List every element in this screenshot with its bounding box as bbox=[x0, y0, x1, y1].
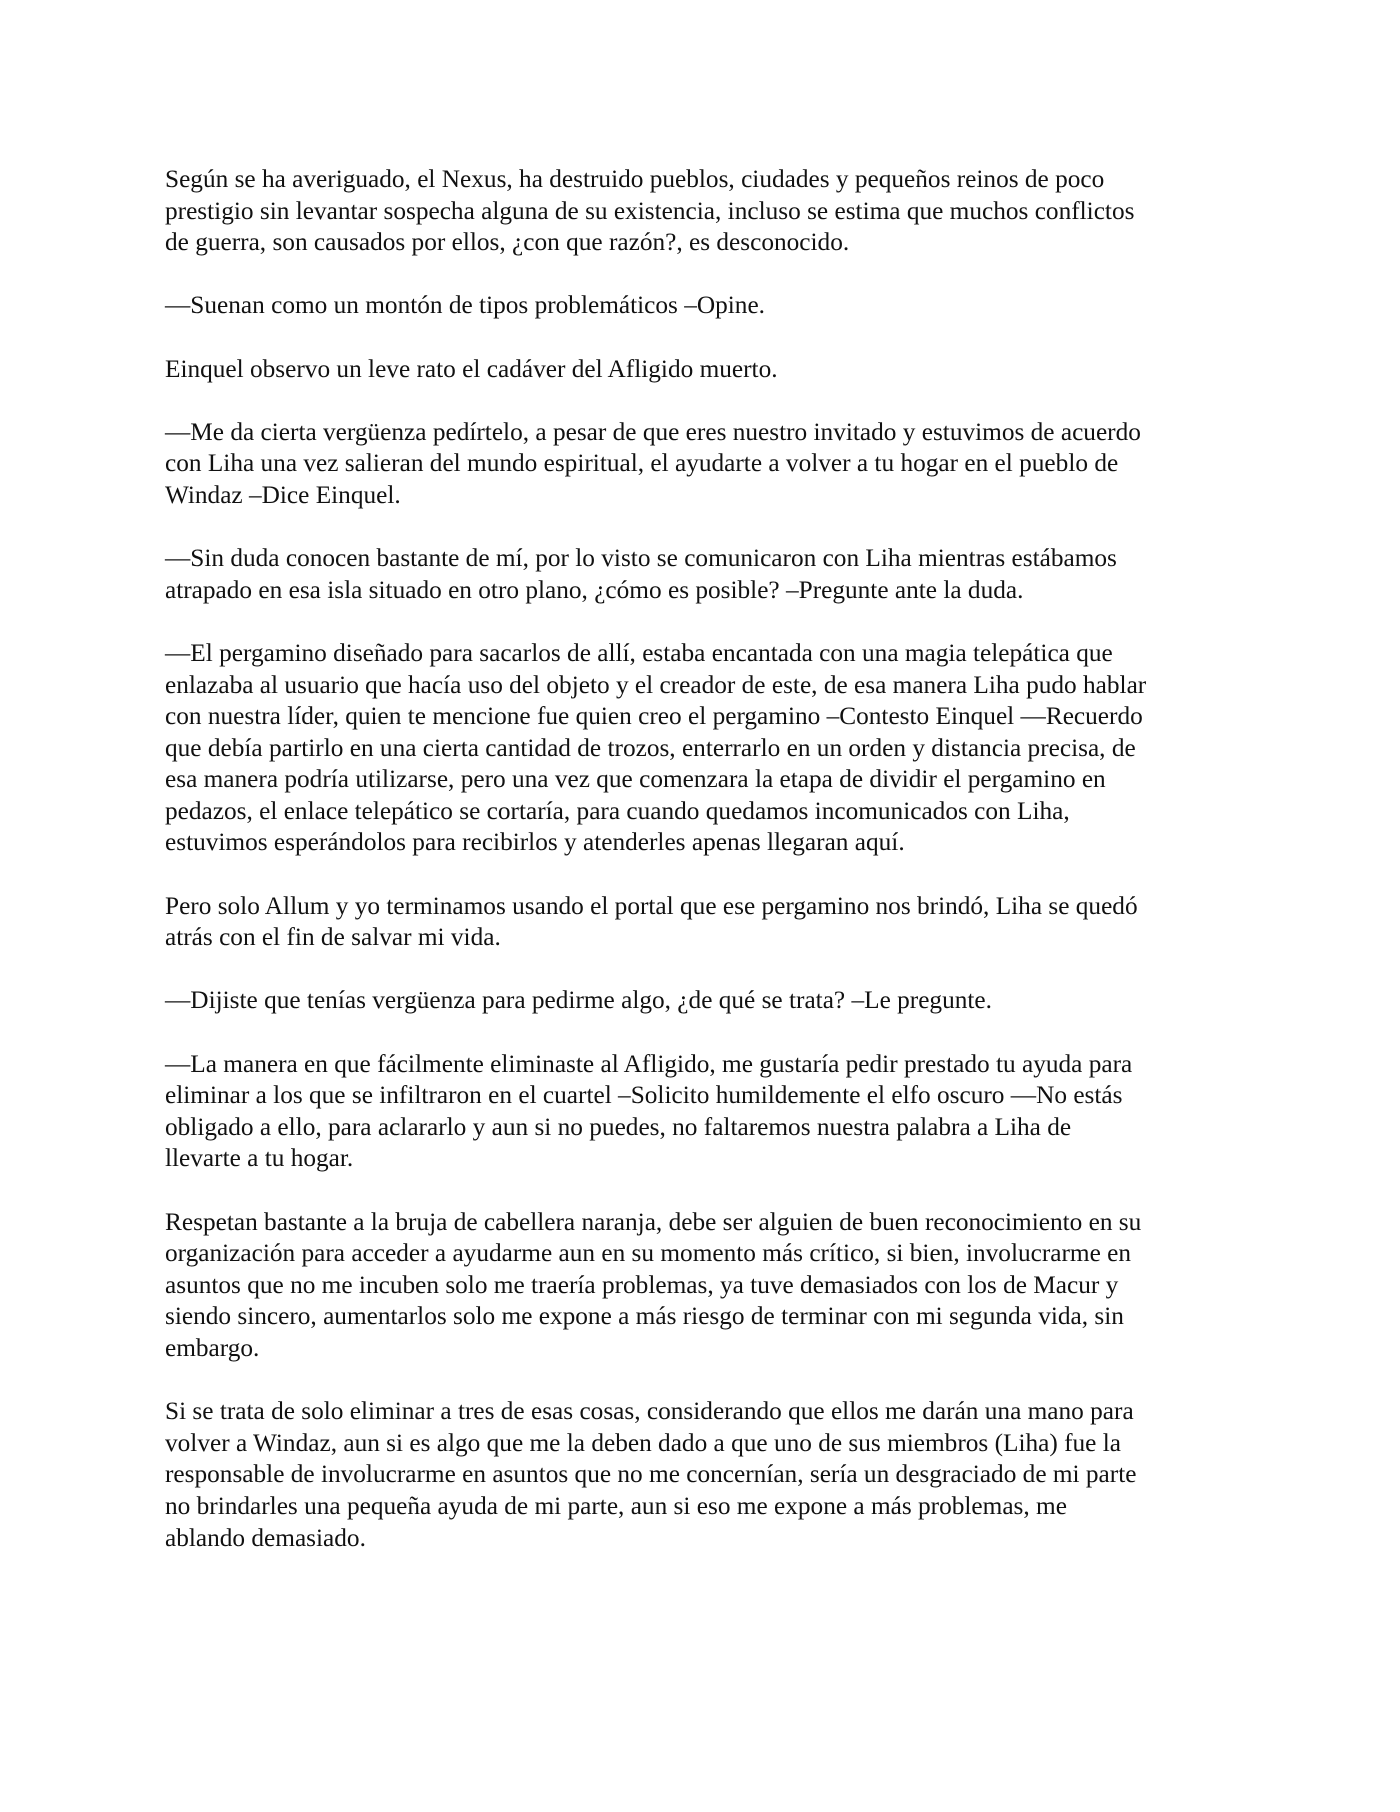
document-page bbox=[165, 164, 1241, 1586]
paragraph bbox=[165, 290, 1241, 322]
text-line: Respetan bastante a la bruja de cabellera naranja, debe ser alguien de buen reconocimiento en su bbox=[165, 1207, 1142, 1236]
text-line: volver a Windaz, aun si es algo que me la deben dado a que uno de sus miembros (Liha) fue la bbox=[165, 1428, 1121, 1457]
paragraph bbox=[165, 985, 1241, 1017]
text-line: llevarte a tu hogar. bbox=[165, 1144, 354, 1173]
text-line: con Liha una vez salieran del mundo espiritual, el ayudarte a volver a tu hogar en el pueblo de bbox=[165, 449, 1119, 478]
paragraph bbox=[165, 891, 1241, 954]
text-line: pedazos, el enlace telepático se cortaría, para cuando quedamos incomunicados con Liha, bbox=[165, 796, 1070, 825]
text-line: no brindarles una pequeña ayuda de mi parte, aun si eso me expone a más problemas, me bbox=[165, 1491, 1067, 1520]
text-line: Según se ha averiguado, el Nexus, ha destruido pueblos, ciudades y pequeños reinos de poco bbox=[165, 165, 1105, 193]
text-line: atrás con el fin de salvar mi vida. bbox=[165, 923, 501, 952]
text-line: —El pergamino diseñado para sacarlos de allí, estaba encantada con una magia telepática que bbox=[165, 638, 1113, 667]
text-line: Pero solo Allum y yo terminamos usando el portal que ese pergamino nos brindó, Liha se quedó bbox=[165, 891, 1138, 920]
text-line: asuntos que no me incuben solo me traería problemas, ya tuve demasiados con los de Macur y bbox=[165, 1270, 1119, 1299]
text-line: con nuestra líder, quien te mencione fue quien creo el pergamino –Contesto Einquel —Recuerdo bbox=[165, 702, 1143, 731]
text-line: siendo sincero, aumentarlos solo me expone a más riesgo de terminar con mi segunda vida, sin bbox=[165, 1302, 1124, 1331]
paragraph bbox=[165, 354, 1241, 386]
text-line: —Sin duda conocen bastante de mí, por lo visto se comunicaron con Liha mientras estábamos bbox=[165, 544, 1117, 573]
paragraph bbox=[165, 638, 1241, 859]
text-line: eliminar a los que se infiltraron en el cuartel –Solicito humildemente el elfo oscuro —No estás bbox=[165, 1081, 1123, 1110]
paragraph bbox=[165, 543, 1241, 606]
text-line: organización para acceder a ayudarme aun en su momento más crítico, si bien, involucrarme en bbox=[165, 1239, 1132, 1268]
text-line: obligado a ello, para aclararlo y aun si no puedes, no faltaremos nuestra palabra a Liha de bbox=[165, 1112, 1072, 1141]
text-line: —Me da cierta vergüenza pedírtelo, a pesar de que eres nuestro invitado y estuvimos de acuerdo bbox=[165, 417, 1141, 446]
text-line: enlazaba al usuario que hacía uso del objeto y el creador de este, de esa manera Liha pudo hablar bbox=[165, 670, 1147, 699]
paragraph bbox=[165, 164, 1241, 259]
text-line: de guerra, son causados por ellos, ¿con que razón?, es desconocido. bbox=[165, 228, 850, 257]
text-line: que debía partirlo en una cierta cantidad de trozos, enterrarlo en un orden y distancia precisa, de bbox=[165, 733, 1136, 762]
text-line: ablando demasiado. bbox=[165, 1523, 366, 1552]
paragraph bbox=[165, 1207, 1241, 1365]
text-line: —Suenan como un montón de tipos problemáticos –Opine. bbox=[165, 291, 766, 320]
text-line: atrapado en esa isla situado en otro plano, ¿cómo es posible? –Pregunte ante la duda. bbox=[165, 575, 1024, 604]
text-line: —La manera en que fácilmente eliminaste al Afligido, me gustaría pedir prestado tu ayuda para bbox=[165, 1049, 1133, 1078]
text-line: Si se trata de solo eliminar a tres de esas cosas, considerando que ellos me darán una mano para bbox=[165, 1397, 1134, 1426]
paragraph bbox=[165, 1049, 1241, 1175]
text-line: responsable de involucrarme en asuntos que no me concernían, sería un desgraciado de mi parte bbox=[165, 1460, 1137, 1489]
paragraph bbox=[165, 417, 1241, 512]
text-line: Windaz –Dice Einquel. bbox=[165, 480, 401, 509]
text-line: esa manera podría utilizarse, pero una vez que comenzara la etapa de dividir el pergamino en bbox=[165, 765, 1106, 794]
text-line: —Dijiste que tenías vergüenza para pedirme algo, ¿de qué se trata? –Le pregunte. bbox=[165, 986, 992, 1015]
text-line: estuvimos esperándolos para recibirlos y atenderles apenas llegaran aquí. bbox=[165, 828, 905, 857]
text-line: prestigio sin levantar sospecha alguna de su existencia, incluso se estima que muchos conflictos bbox=[165, 196, 1135, 225]
text-line: embargo. bbox=[165, 1333, 260, 1362]
paragraph bbox=[165, 1396, 1241, 1554]
text-line: Einquel observo un leve rato el cadáver del Afligido muerto. bbox=[165, 354, 778, 383]
